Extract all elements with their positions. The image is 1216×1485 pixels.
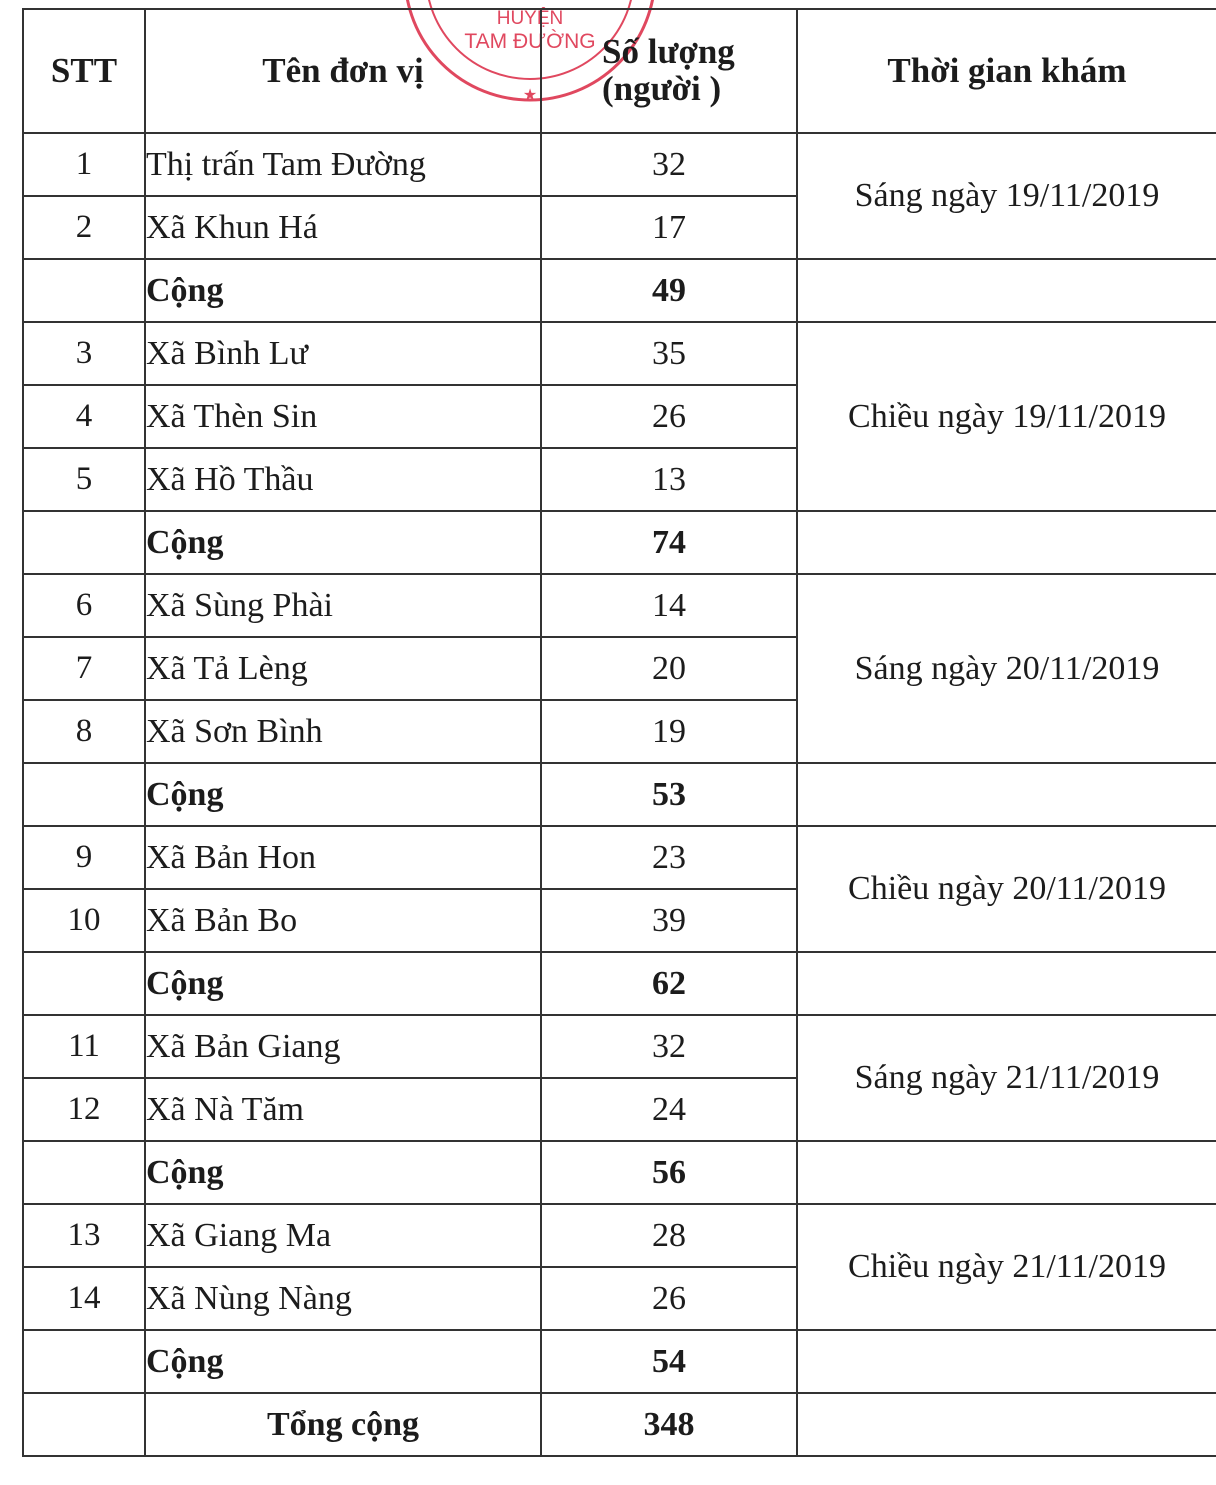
exam-time: Chiều ngày 20/11/2019	[797, 826, 1216, 952]
row-quantity: 24	[541, 1078, 797, 1141]
row-unit-name: Xã Khun Há	[145, 196, 541, 259]
header-quantity	[541, 9, 797, 133]
row-quantity: 14	[541, 574, 797, 637]
subtotal-label: Cộng	[145, 259, 541, 322]
header-unit-name: Tên đơn vị	[145, 9, 541, 133]
row-stt: 2	[23, 196, 145, 259]
subtotal-stt-empty	[23, 259, 145, 322]
subtotal-stt-empty	[23, 1330, 145, 1393]
row-quantity: 39	[541, 889, 797, 952]
subtotal-label: Cộng	[145, 1141, 541, 1204]
header-quantity-line2: (người )	[602, 69, 722, 108]
subtotal-stt-empty	[23, 511, 145, 574]
row-unit-name: Xã Sơn Bình	[145, 700, 541, 763]
table-row	[23, 133, 1216, 196]
total-value: 348	[541, 1393, 797, 1456]
row-unit-name: Xã Bản Giang	[145, 1015, 541, 1078]
header-quantity-line1: Số lượng	[602, 32, 735, 72]
row-unit-name: Xã Sùng Phài	[145, 574, 541, 637]
exam-time: Sáng ngày 21/11/2019	[797, 1015, 1216, 1141]
subtotal-time-empty	[797, 1330, 1216, 1393]
seal-line-2: TAM ĐƯỜNG	[464, 30, 596, 53]
row-unit-name: Xã Bản Bo	[145, 889, 541, 952]
subtotal-row	[23, 952, 1216, 1015]
row-stt: 13	[23, 1204, 145, 1267]
subtotal-label: Cộng	[145, 952, 541, 1015]
table-row	[23, 322, 1216, 385]
header-stt: STT	[23, 9, 145, 133]
subtotal-time-empty	[797, 952, 1216, 1015]
row-quantity: 32	[541, 133, 797, 196]
row-unit-name: Xã Thèn Sin	[145, 385, 541, 448]
row-quantity: 26	[541, 1267, 797, 1330]
row-stt: 11	[23, 1015, 145, 1078]
row-quantity: 28	[541, 1204, 797, 1267]
row-unit-name: Xã Nùng Nàng	[145, 1267, 541, 1330]
row-unit-name: Xã Bình Lư	[145, 322, 541, 385]
row-quantity: 26	[541, 385, 797, 448]
header-row	[23, 9, 1216, 133]
exam-time: Sáng ngày 20/11/2019	[797, 574, 1216, 763]
table-row	[23, 1015, 1216, 1078]
row-unit-name: Xã Bản Hon	[145, 826, 541, 889]
row-stt: 6	[23, 574, 145, 637]
row-unit-name: Xã Giang Ma	[145, 1204, 541, 1267]
row-quantity: 23	[541, 826, 797, 889]
subtotal-value: 53	[541, 763, 797, 826]
subtotal-label: Cộng	[145, 511, 541, 574]
subtotal-row	[23, 763, 1216, 826]
subtotal-value: 54	[541, 1330, 797, 1393]
subtotal-stt-empty	[23, 1141, 145, 1204]
row-stt: 10	[23, 889, 145, 952]
header-exam-time: Thời gian khám	[797, 9, 1216, 133]
total-time-empty	[797, 1393, 1216, 1456]
row-quantity: 35	[541, 322, 797, 385]
seal-line-1: HUYỆN	[496, 8, 564, 29]
row-unit-name: Xã Nà Tăm	[145, 1078, 541, 1141]
exam-time: Chiều ngày 19/11/2019	[797, 322, 1216, 511]
row-quantity: 17	[541, 196, 797, 259]
subtotal-label: Cộng	[145, 763, 541, 826]
row-stt: 12	[23, 1078, 145, 1141]
subtotal-label: Cộng	[145, 1330, 541, 1393]
row-quantity: 32	[541, 1015, 797, 1078]
total-stt-empty	[23, 1393, 145, 1456]
row-stt: 8	[23, 700, 145, 763]
exam-time: Chiều ngày 21/11/2019	[797, 1204, 1216, 1330]
row-quantity: 20	[541, 637, 797, 700]
row-quantity: 13	[541, 448, 797, 511]
subtotal-row	[23, 511, 1216, 574]
row-unit-name: Xã Hồ Thầu	[145, 448, 541, 511]
subtotal-value: 74	[541, 511, 797, 574]
row-stt: 3	[23, 322, 145, 385]
subtotal-value: 49	[541, 259, 797, 322]
subtotal-value: 56	[541, 1141, 797, 1204]
row-stt: 7	[23, 637, 145, 700]
subtotal-value: 62	[541, 952, 797, 1015]
table-row	[23, 826, 1216, 889]
table-row	[23, 1204, 1216, 1267]
row-unit-name: Xã Tả Lèng	[145, 637, 541, 700]
total-label: Tổng cộng	[145, 1393, 541, 1456]
row-stt: 9	[23, 826, 145, 889]
row-stt: 1	[23, 133, 145, 196]
seal-star-icon: ★	[522, 87, 538, 104]
subtotal-row	[23, 259, 1216, 322]
table-row	[23, 574, 1216, 637]
subtotal-stt-empty	[23, 952, 145, 1015]
row-quantity: 19	[541, 700, 797, 763]
row-stt: 4	[23, 385, 145, 448]
exam-schedule-table	[22, 8, 1216, 1457]
row-stt: 5	[23, 448, 145, 511]
row-stt: 14	[23, 1267, 145, 1330]
subtotal-time-empty	[797, 511, 1216, 574]
row-unit-name: Thị trấn Tam Đường	[145, 133, 541, 196]
subtotal-time-empty	[797, 763, 1216, 826]
exam-time: Sáng ngày 19/11/2019	[797, 133, 1216, 259]
grand-total-row	[23, 1393, 1216, 1456]
subtotal-row	[23, 1330, 1216, 1393]
subtotal-time-empty	[797, 1141, 1216, 1204]
subtotal-stt-empty	[23, 763, 145, 826]
subtotal-time-empty	[797, 259, 1216, 322]
subtotal-row	[23, 1141, 1216, 1204]
